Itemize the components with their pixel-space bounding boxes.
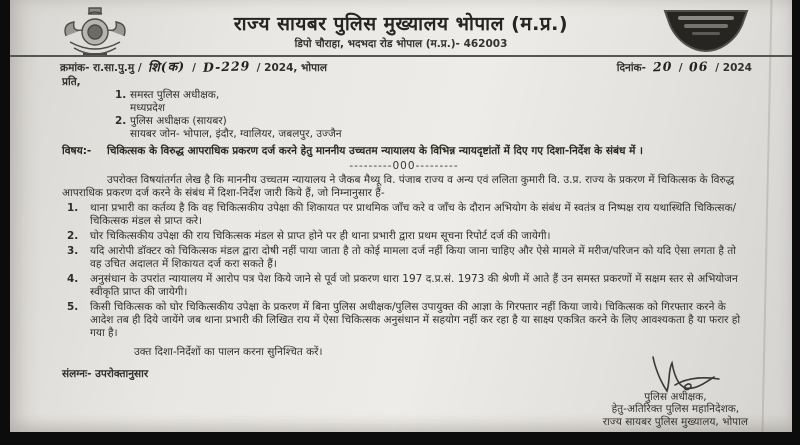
closing-instruction: उक्त दिशा-निर्देशों का पालन करना सुनिश्चित करें। xyxy=(134,346,323,358)
reference-dispatch-number-handwritten: D-229 xyxy=(202,58,251,75)
recipient-item xyxy=(115,89,746,115)
signature-block xyxy=(603,355,748,429)
letterhead-title: राज्य सायबर पुलिस मुख्यालय भोपाल (म.प्र.) xyxy=(233,13,569,35)
separator-ooo: ---------000--------- xyxy=(349,160,459,172)
directive-number: 3. xyxy=(67,245,79,257)
recipient-item xyxy=(115,115,746,141)
reference-section-handwritten: शि(क) xyxy=(148,58,186,75)
letter-date xyxy=(617,59,752,75)
letterhead-address: डिपो चौराहा, भदभदा रोड भोपाल (म.प्र.)- 462003 xyxy=(294,38,508,50)
subject-label: विषय:- xyxy=(62,145,92,157)
directive-text: थाना प्रभारी का कर्तव्य है कि वह चिकित्सकीय उपेक्षा की शिकायत पर प्राथमिक जाँच करे व जाँच के दौरान अभियोग के संबंध में स्वतंत्र व निष्पक्ष राय यथास्थिति चिकित्सक/चिकित्सक मंडल से प्राप्त करे। xyxy=(90,202,737,227)
directive-text: किसी चिकित्सक को घोर चिकित्सकीय उपेक्षा के प्रकरण में बिना पुलिस अधीक्षक/पुलिस उपायुक्त की आज्ञा के गिरफ्तार नहीं किया जाये। चिकित्सक को गिरफ्तार करने के आदेश तब ही दिये जायेंगे जब थाना प्रभारी की लिखित राय में ऐसा चिकित्सक अनुसंधान में सहयोग नहीं कर रहा है या साक्ष्य एकत्रित करने के लिए आवश्यकता है या फरार हो गया है। xyxy=(90,301,741,339)
date-separator-1: / xyxy=(678,62,683,74)
letter-paper xyxy=(10,0,792,432)
signatory-title: पुलिस अधीक्षक, xyxy=(644,390,707,403)
date-separator-2: / xyxy=(715,62,720,74)
directive-text: अनुसंधान के उपरांत न्यायालय में आरोप पत्र पेश किये जाने से पूर्व जो प्रकरण धारा 197 द.प्र.सं. 1973 की श्रेणी में आते हैं उन समस्त प्रकरणों में सक्षम स्तर से अभियोजन स्वीकृति प्राप्त की जायेगी। xyxy=(90,273,738,298)
recipient-line: समस्त पुलिस अधीक्षक, xyxy=(130,89,220,101)
reference-number-prefix: क्रमांक- रा.सा.पु.मु / xyxy=(60,62,142,74)
directive-number: 1. xyxy=(67,202,79,214)
recipient-list xyxy=(115,89,746,141)
date-label: दिनांक- xyxy=(616,62,646,74)
recipient-number: 1. xyxy=(115,89,127,101)
signatory-for: हेतु-अतिरिक्त पुलिस महानिदेशक, xyxy=(611,403,740,415)
recipient-line: मध्यप्रदेश xyxy=(130,102,166,114)
cyber-police-shield-badge-icon xyxy=(660,6,752,54)
recipient-line: पुलिस अधीक्षक (सायबर) xyxy=(130,115,227,127)
mp-police-crest-icon xyxy=(58,6,132,62)
reference-slash: / xyxy=(192,62,196,74)
intro-paragraph: उपरोक्त विषयांतर्गत लेख है कि माननीय उच्चतम न्यायालय ने जैकब मैथ्यू वि. पंजाब राज्य व अन्य एवं ललिता कुमारी वि. उ.प्र. राज्य के प्रकरण में चिकित्सक के विरुद्ध आपराधिक प्रकरण दर्ज करने के संबंध में दिशा-निर्देश जारी किये हैं, जो निम्नानुसार हैं- xyxy=(62,174,735,199)
directive-text: घोर चिकित्सकीय उपेक्षा की राय चिकित्सक मंडल से प्राप्त होने पर ही थाना प्रभारी द्वारा प्रथम सूचना रिपोर्ट दर्ज की जायेगी। xyxy=(90,230,551,242)
directive-item xyxy=(62,301,746,340)
directive-list xyxy=(62,202,746,340)
recipient-number: 2. xyxy=(115,115,127,127)
directive-item xyxy=(62,273,746,299)
letter-body xyxy=(10,76,792,381)
directive-text: यदि आरोपी डॉक्टर को चिकित्सक मंडल द्वारा दोषी नहीं पाया जाता है तो कोई मामला दर्ज नहीं किया जाना चाहिए और ऐसे मामले में मरीज/परिजन को यदि ऐसा लगता है तो वह उचित अदालत में शिकायत दर्ज करा सकते हैं। xyxy=(90,245,737,270)
subject-text: चिकित्सक के विरुद्ध आपराधिक प्रकरण दर्ज करने हेतु माननीय उच्चतम न्यायालय के विभिन्न न्यायदृष्टांतों में दिए गए दिशा-निर्देश के संबंध में । xyxy=(107,145,643,157)
directive-item xyxy=(62,202,746,228)
directive-item xyxy=(62,245,746,271)
salutation: प्रति, xyxy=(62,76,81,88)
directive-number: 2. xyxy=(67,230,79,242)
reference-number-suffix: / 2024, भोपाल xyxy=(256,62,327,74)
subject-line xyxy=(62,145,746,158)
recipient-line: सायबर जोन- भोपाल, इंदौर, ग्वालियर, जबलपुर, उज्जैन xyxy=(130,128,342,140)
signatory-office: राज्य सायबर पुलिस मुख्यालय, भोपाल xyxy=(602,415,748,428)
directive-number: 5. xyxy=(67,301,79,313)
directive-number: 4. xyxy=(67,273,79,285)
date-year: 2024 xyxy=(722,62,752,74)
enclosure-note: संलग्नः- उपरोक्तानुसार xyxy=(62,368,149,380)
date-month-handwritten: 06 xyxy=(688,58,709,75)
directive-item xyxy=(62,230,746,243)
date-day-handwritten: 20 xyxy=(652,58,673,75)
